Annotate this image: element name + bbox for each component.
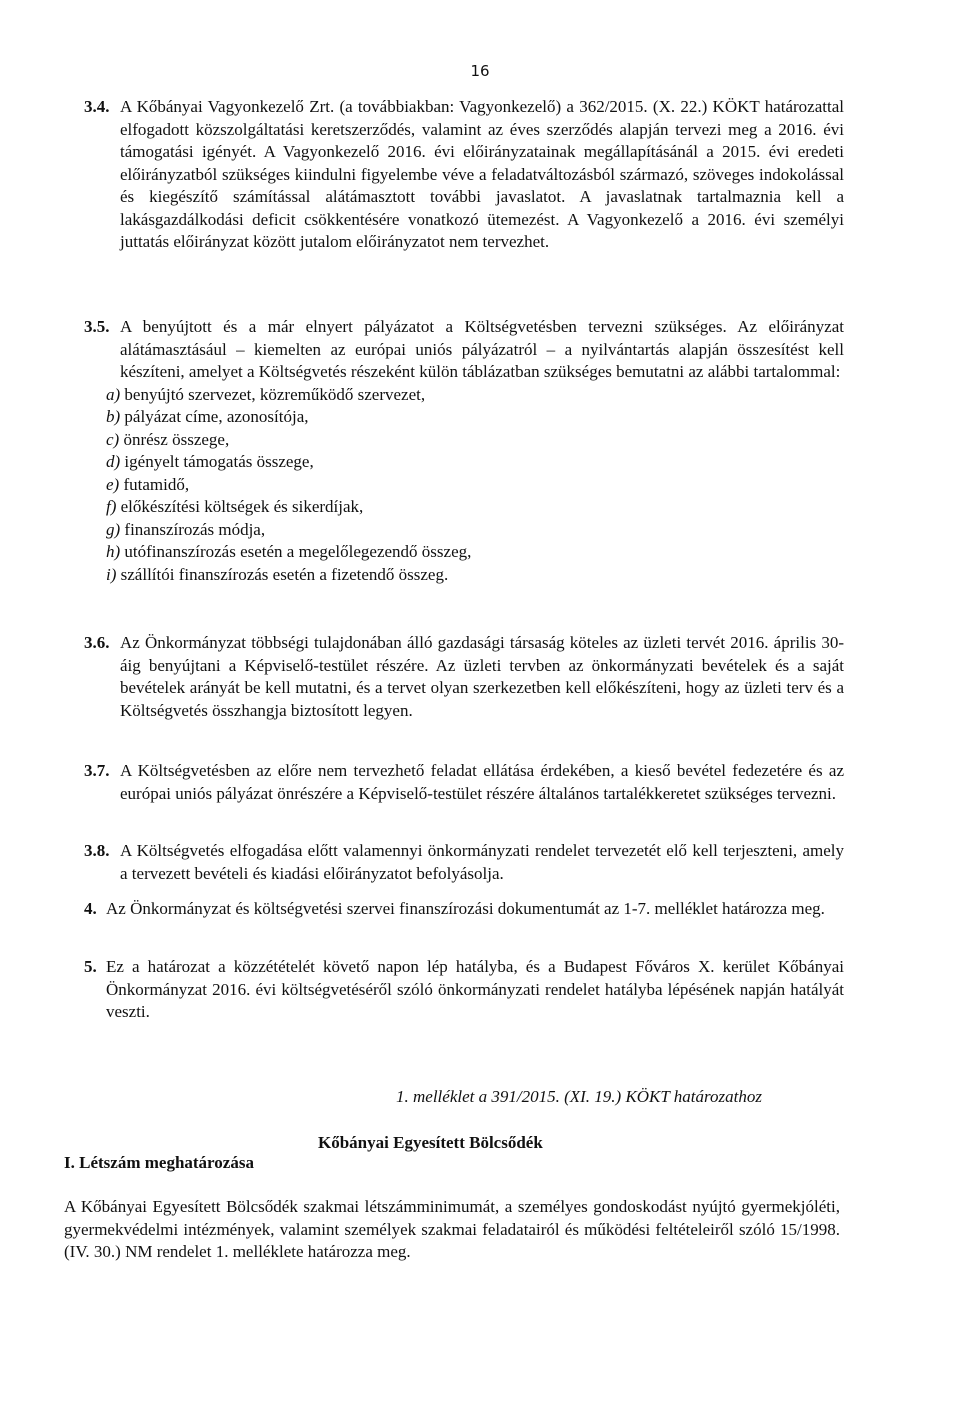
list-item: c) önrész összege, bbox=[106, 429, 230, 449]
list-item: f) előkészítési költségek és sikerdíjak, bbox=[106, 497, 364, 516]
section-number: 3.5. bbox=[84, 317, 110, 336]
list-item: e) futamidő, bbox=[106, 474, 190, 494]
section-text: A Költségvetésben az előre nem tervezhető feladat ellátása érdekében, a kieső bevétel fedezetére és az európai uniós pályázat önrészére a Képviselő-testület részére általános tartalékkeretet szükséges tervezni. bbox=[120, 761, 844, 803]
section-5 bbox=[84, 956, 844, 1024]
list-item: b) pályázat címe, azonosítója, bbox=[106, 407, 309, 426]
list-item: i) szállítói finanszírozás esetén a fizetendő összeg. bbox=[106, 564, 449, 584]
section-3-5 bbox=[84, 316, 844, 586]
section-3-6 bbox=[84, 632, 844, 722]
section-4 bbox=[84, 898, 844, 921]
section-number: 3.4. bbox=[84, 97, 110, 116]
section-text: A Kőbányai Vagyonkezelő Zrt. (a továbbiakban: Vagyonkezelő) a 362/2015. (X. 22.) KÖKT határozattal elfogadott közszolgáltatási keretszerződés, valamint az éves szerződés alapján tervezi meg a 2016. évi támogatási igényét. A Vagyonkezelő 2016. évi előirányzatainak megállapításánál a 2015. évi eredeti előirányzatból szükséges kiindulni figyelembe véve a feladatváltozásból származó, szöveges indokolással és kiegészítő számítással alátámasztott további javaslatot. A javaslatnak tartalmaznia kell a lakásgazdálkodási deficit csökkentésére vonatkozó ütemezést. A Vagyonkezelő a 2016. évi személyi juttatás előirányzat között jutalom előirányzatot nem tervezhet. bbox=[120, 97, 844, 251]
section-heading: I. Létszám meghatározása bbox=[64, 1153, 254, 1172]
annex-reference: 1. melléklet a 391/2015. (XI. 19.) KÖKT határozathoz bbox=[396, 1087, 762, 1106]
section-3-4 bbox=[84, 96, 844, 254]
paragraph: A Kőbányai Egyesített Bölcsődék szakmai létszámminimumát, a személyes gondoskodást nyújtó gyermekjóléti, gyermekvédelmi intézmények, valamint személyek szakmai feladatairól és működési feltételeiről szóló 15/1998. (IV. 30.) NM rendelet 1. melléklete határozza meg. bbox=[64, 1197, 840, 1261]
section-text: A Költségvetés elfogadása előtt valamennyi önkormányzati rendelet tervezetét elő kell terjeszteni, amely a tervezett bevételi és kiadási előirányzatot befolyásolja. bbox=[120, 841, 844, 883]
section-text: Az Önkormányzat és költségvetési szervei finanszírozási dokumentumát az 1-7. melléklet határozza meg. bbox=[106, 899, 825, 918]
annex-title: Kőbányai Egyesített Bölcsődék bbox=[318, 1133, 543, 1152]
list-item: a) benyújtó szervezet, közreműködő szervezet, bbox=[106, 384, 426, 404]
required-content-list bbox=[84, 384, 844, 587]
section-text: A benyújtott és a már elnyert pályázatot a Költségvetésben tervezni szükséges. Az előirányzat alátámasztásául – kiemelten az európai uniós pályázatról – a nyilvántartás alapján összesítést kell készíteni, amelyet a Költségvetés részeként külön táblázatban szükséges bemutatni az alábbi tartalommal: bbox=[120, 317, 844, 381]
page-number: 16 bbox=[470, 62, 490, 80]
section-text: Ez a határozat a közzétételét követő napon lép hatályba, és a Budapest Főváros X. kerület Kőbányai Önkormányzat 2016. évi költségvetéséről szóló önkormányzati rendelet hatályba lépésének napján hatályát veszti. bbox=[106, 957, 844, 1021]
section-text: Az Önkormányzat többségi tulajdonában álló gazdasági társaság köteles az üzleti tervét 2016. április 30-áig benyújtani a Képviselő-testület részére. Az üzleti tervben az önkormányzati bevételek és a saját bevételek arányát be kell mutatni, és a tervet olyan szerkezetben kell előkészíteni, hogy az üzleti terv és a Költségvetés összhangja biztosított legyen. bbox=[120, 633, 844, 720]
section-number: 3.7. bbox=[84, 761, 110, 780]
section-number: 5. bbox=[84, 957, 97, 976]
list-item: h) utófinanszírozás esetén a megelőlegezendő összeg, bbox=[106, 542, 472, 561]
section-number: 4. bbox=[84, 899, 97, 918]
section-number: 3.6. bbox=[84, 633, 110, 652]
section-3-7 bbox=[84, 760, 844, 805]
section-3-8 bbox=[84, 840, 844, 885]
list-item: g) finanszírozás módja, bbox=[106, 519, 266, 539]
list-item: d) igényelt támogatás összege, bbox=[106, 452, 314, 471]
section-number: 3.8. bbox=[84, 841, 110, 860]
